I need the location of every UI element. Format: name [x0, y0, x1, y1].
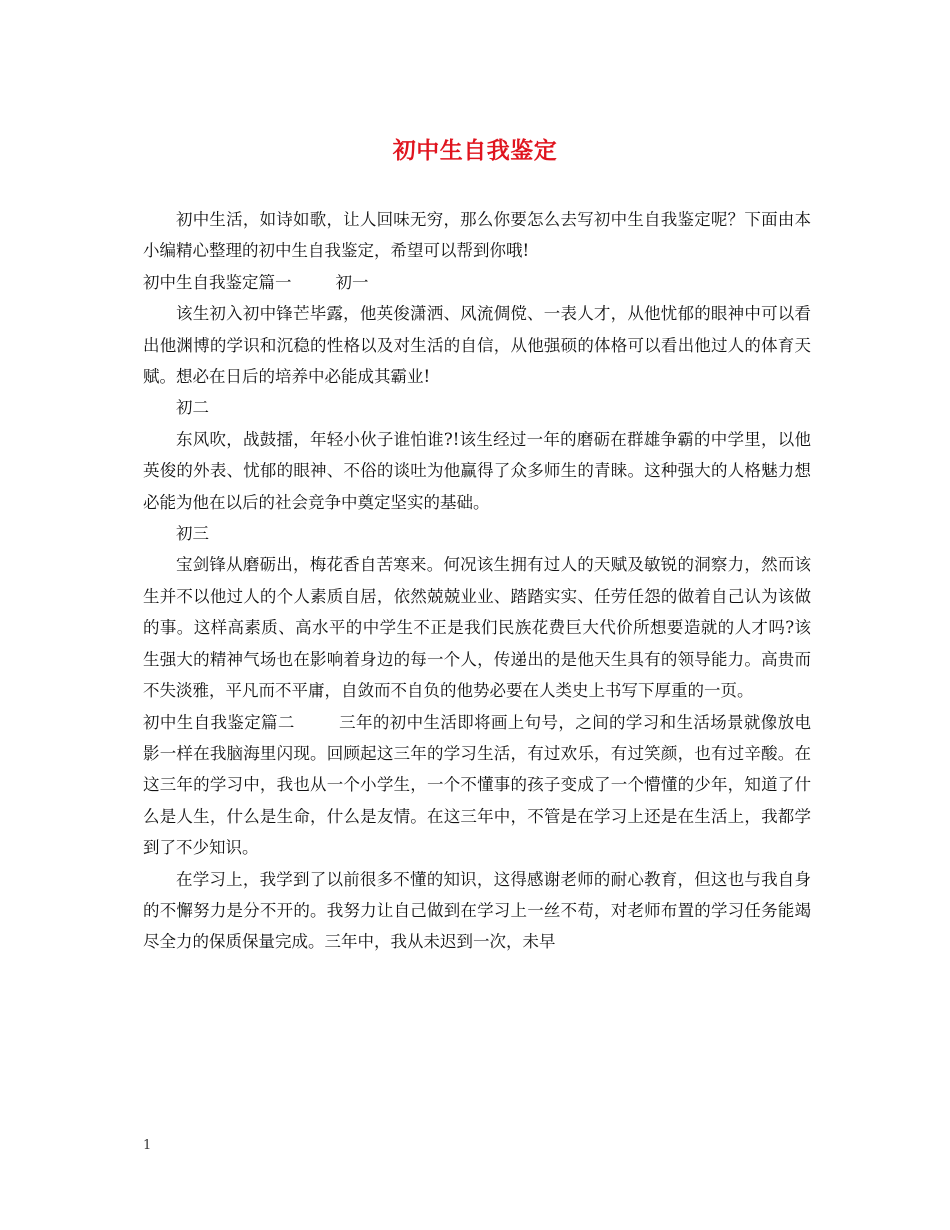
section2-first-paragraph [143, 707, 811, 864]
grade3-label: 初三 [176, 524, 209, 544]
section1-heading: 初中生自我鉴定篇一 [143, 272, 292, 292]
section2-paragraph2: 在学习上，我学到了以前很多不懂的知识，这得感谢老师的耐心教育，但这也与我自身的不懈努力是分不开的。我努力让自己做到在学习上一丝不苟，对老师布置的学习任务能竭尽全力的保质保量完成。三年中，我从未迟到一次，未早 [143, 869, 811, 952]
document-title: 初中生自我鉴定 [392, 137, 558, 164]
grade2-paragraph: 东风吹，战鼓擂，年轻小伙子谁怕谁?!该生经过一年的磨砺在群雄争霸的中学里，以他英俊的外表、忧郁的眼神、不俗的谈吐为他赢得了众多师生的青睐。这种强大的人格魅力想必能为他在以后的社会竞争中奠定坚实的基础。 [143, 429, 811, 512]
page-number: 1 [143, 1138, 152, 1153]
grade2-label: 初二 [176, 398, 209, 418]
grade1-label: 初一 [335, 272, 369, 292]
grade3-paragraph: 宝剑锋从磨砺出，梅花香自苦寒来。何况该生拥有过人的天赋及敏锐的洞察力，然而该生并不以他过人的个人素质自居，依然兢兢业业、踏踏实实、任劳任怨的做着自己认为该做的事。这样高素质、高水平的中学生不正是我们民族花费巨大代价所想要造就的人才吗?该生强大的精神气场也在影响着身边的每一个人，传递出的是他天生具有的领导能力。高贵而不失淡雅，平凡而不平庸，自敛而不自负的他势必要在人类史上书写下厚重的一页。 [143, 555, 811, 701]
intro-paragraph: 初中生活，如诗如歌，让人回味无穷，那么你要怎么去写初中生自我鉴定呢？下面由本小编精心整理的初中生自我鉴定，希望可以帮到你哦! [143, 210, 811, 261]
document-body [143, 204, 811, 958]
grade1-paragraph: 该生初入初中锋芒毕露，他英俊潇洒、风流倜傥、一表人才，从他忧郁的眼神中可以看出他渊博的学识和沉稳的性格以及对生活的自信，从他强硕的体格可以看出他过人的体育天赋。想必在日后的培养中必能成其霸业! [143, 304, 811, 387]
section2-paragraph1: 三年的初中生活即将画上句号，之间的学习和生活场景就像放电影一样在我脑海里闪现。回顾起这三年的学习生活，有过欢乐，有过笑颜，也有过辛酸。在这三年的学习中，我也从一个小学生，一个不懂事的孩子变成了一个懵懂的少年，知道了什么是人生，什么是生命，什么是友情。在这三年中，不管是在学习上还是在生活上，我都学到了不少知识。 [143, 712, 812, 858]
section1-heading-line [143, 267, 811, 298]
section2-heading: 初中生自我鉴定篇二 [143, 712, 295, 732]
